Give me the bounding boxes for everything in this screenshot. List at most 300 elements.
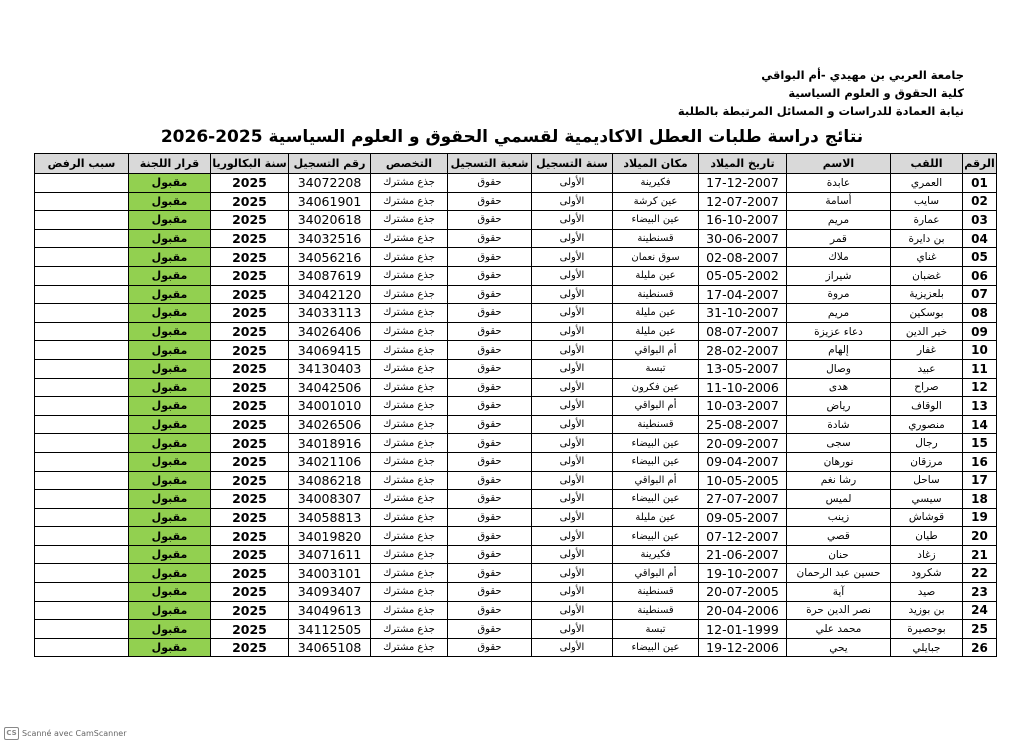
committee-decision-cell: مقبول <box>129 285 211 304</box>
vice-deanship-name: نيابة العمادة للدراسات و المسائل المرتبطة بالطلبة <box>677 104 964 118</box>
specialty-cell: جذع مشترك <box>371 490 448 509</box>
committee-decision-cell: مقبول <box>129 378 211 397</box>
birth-place-cell: عين كرشة <box>613 192 699 211</box>
specialty-cell: جذع مشترك <box>371 248 448 267</box>
surname-cell: ساحل <box>891 471 963 490</box>
row-number-cell: 19 <box>963 508 997 527</box>
rejection-reason-cell <box>35 248 129 267</box>
birth-date-cell: 08-07-2007 <box>699 322 787 341</box>
row-number-cell: 10 <box>963 341 997 360</box>
birth-date-cell: 20-09-2007 <box>699 434 787 453</box>
registration-year-cell: الأولى <box>532 322 613 341</box>
row-number-cell: 18 <box>963 490 997 509</box>
first-name-cell: يحي <box>787 638 891 657</box>
table-row <box>35 304 997 323</box>
university-name: جامعة العربي بن مهيدي -أم البواقي <box>761 68 964 82</box>
birth-date-cell: 11-10-2006 <box>699 378 787 397</box>
surname-cell: عبيد <box>891 359 963 378</box>
birth-date-cell: 20-04-2006 <box>699 601 787 620</box>
birth-date-cell: 28-02-2007 <box>699 341 787 360</box>
row-number-cell: 04 <box>963 229 997 248</box>
registration-branch-cell: حقوق <box>448 434 532 453</box>
committee-decision-cell: مقبول <box>129 174 211 193</box>
bac-year-cell: 2025 <box>211 341 289 360</box>
birth-place-cell: عين البيضاء <box>613 638 699 657</box>
registration-number-cell: 34061901 <box>289 192 371 211</box>
table-row <box>35 452 997 471</box>
surname-cell: بلعزيزية <box>891 285 963 304</box>
birth-date-cell: 09-05-2007 <box>699 508 787 527</box>
table-body <box>35 174 997 657</box>
first-name-cell: زينب <box>787 508 891 527</box>
registration-number-cell: 34072208 <box>289 174 371 193</box>
committee-decision-cell: مقبول <box>129 545 211 564</box>
rejection-reason-cell <box>35 583 129 602</box>
surname-cell: سايب <box>891 192 963 211</box>
bac-year-cell: 2025 <box>211 601 289 620</box>
rejection-reason-cell <box>35 211 129 230</box>
table-row <box>35 490 997 509</box>
col-bac-year-header: سنة البكالوريا <box>211 154 289 174</box>
committee-decision-cell: مقبول <box>129 359 211 378</box>
birth-place-cell: قسنطينة <box>613 229 699 248</box>
surname-cell: مرزقان <box>891 452 963 471</box>
committee-decision-cell: مقبول <box>129 211 211 230</box>
specialty-cell: جذع مشترك <box>371 378 448 397</box>
rejection-reason-cell <box>35 285 129 304</box>
specialty-cell: جذع مشترك <box>371 434 448 453</box>
registration-year-cell: الأولى <box>532 434 613 453</box>
committee-decision-cell: مقبول <box>129 490 211 509</box>
bac-year-cell: 2025 <box>211 304 289 323</box>
camscanner-logo-icon: CS <box>4 727 19 740</box>
bac-year-cell: 2025 <box>211 545 289 564</box>
registration-number-cell: 34026406 <box>289 322 371 341</box>
committee-decision-cell: مقبول <box>129 527 211 546</box>
registration-branch-cell: حقوق <box>448 527 532 546</box>
registration-branch-cell: حقوق <box>448 508 532 527</box>
row-number-cell: 16 <box>963 452 997 471</box>
registration-number-cell: 34032516 <box>289 229 371 248</box>
first-name-cell: ملاك <box>787 248 891 267</box>
birth-date-cell: 10-05-2005 <box>699 471 787 490</box>
registration-year-cell: الأولى <box>532 471 613 490</box>
committee-decision-cell: مقبول <box>129 620 211 639</box>
table-row <box>35 341 997 360</box>
first-name-cell: رشا نغم <box>787 471 891 490</box>
birth-place-cell: فكيرينة <box>613 174 699 193</box>
table-row <box>35 229 997 248</box>
birth-date-cell: 17-04-2007 <box>699 285 787 304</box>
birth-place-cell: عين البيضاء <box>613 211 699 230</box>
registration-branch-cell: حقوق <box>448 341 532 360</box>
row-number-cell: 06 <box>963 266 997 285</box>
surname-cell: صراح <box>891 378 963 397</box>
specialty-cell: جذع مشترك <box>371 583 448 602</box>
birth-place-cell: سوق نعمان <box>613 248 699 267</box>
registration-year-cell: الأولى <box>532 490 613 509</box>
row-number-cell: 17 <box>963 471 997 490</box>
rejection-reason-cell <box>35 527 129 546</box>
rejection-reason-cell <box>35 452 129 471</box>
registration-branch-cell: حقوق <box>448 266 532 285</box>
rejection-reason-cell <box>35 638 129 657</box>
registration-branch-cell: حقوق <box>448 638 532 657</box>
table-row <box>35 527 997 546</box>
row-number-cell: 13 <box>963 397 997 416</box>
specialty-cell: جذع مشترك <box>371 508 448 527</box>
col-branch-header: شعبة التسجيل <box>448 154 532 174</box>
registration-number-cell: 34093407 <box>289 583 371 602</box>
table-row <box>35 285 997 304</box>
birth-place-cell: عين مليلة <box>613 266 699 285</box>
table-row <box>35 415 997 434</box>
surname-cell: سيسي <box>891 490 963 509</box>
birth-date-cell: 05-05-2002 <box>699 266 787 285</box>
first-name-cell: دعاء عزيزة <box>787 322 891 341</box>
registration-branch-cell: حقوق <box>448 415 532 434</box>
registration-year-cell: الأولى <box>532 341 613 360</box>
first-name-cell: نصر الدين حرة <box>787 601 891 620</box>
surname-cell: رجال <box>891 434 963 453</box>
registration-number-cell: 34003101 <box>289 564 371 583</box>
col-birth-place-header: مكان الميلاد <box>613 154 699 174</box>
bac-year-cell: 2025 <box>211 638 289 657</box>
registration-number-cell: 34049613 <box>289 601 371 620</box>
table-row <box>35 508 997 527</box>
registration-number-cell: 34008307 <box>289 490 371 509</box>
registration-year-cell: الأولى <box>532 638 613 657</box>
first-name-cell: لميس <box>787 490 891 509</box>
registration-branch-cell: حقوق <box>448 397 532 416</box>
row-number-cell: 23 <box>963 583 997 602</box>
registration-number-cell: 34019820 <box>289 527 371 546</box>
table-row <box>35 359 997 378</box>
registration-branch-cell: حقوق <box>448 471 532 490</box>
surname-cell: غفار <box>891 341 963 360</box>
birth-place-cell: قسنطينة <box>613 285 699 304</box>
row-number-cell: 22 <box>963 564 997 583</box>
table-row <box>35 583 997 602</box>
table-row <box>35 192 997 211</box>
specialty-cell: جذع مشترك <box>371 452 448 471</box>
registration-number-cell: 34058813 <box>289 508 371 527</box>
committee-decision-cell: مقبول <box>129 583 211 602</box>
registration-number-cell: 34026506 <box>289 415 371 434</box>
rejection-reason-cell <box>35 434 129 453</box>
specialty-cell: جذع مشترك <box>371 527 448 546</box>
rejection-reason-cell <box>35 564 129 583</box>
bac-year-cell: 2025 <box>211 229 289 248</box>
birth-date-cell: 19-12-2006 <box>699 638 787 657</box>
table-row <box>35 545 997 564</box>
committee-decision-cell: مقبول <box>129 452 211 471</box>
registration-number-cell: 34087619 <box>289 266 371 285</box>
committee-decision-cell: مقبول <box>129 397 211 416</box>
registration-year-cell: الأولى <box>532 229 613 248</box>
rejection-reason-cell <box>35 359 129 378</box>
row-number-cell: 14 <box>963 415 997 434</box>
bac-year-cell: 2025 <box>211 322 289 341</box>
registration-branch-cell: حقوق <box>448 322 532 341</box>
birth-date-cell: 02-08-2007 <box>699 248 787 267</box>
birth-place-cell: عين مليلة <box>613 322 699 341</box>
birth-place-cell: عين مليلة <box>613 508 699 527</box>
specialty-cell: جذع مشترك <box>371 359 448 378</box>
row-number-cell: 01 <box>963 174 997 193</box>
bac-year-cell: 2025 <box>211 174 289 193</box>
surname-cell: غناي <box>891 248 963 267</box>
bac-year-cell: 2025 <box>211 248 289 267</box>
registration-number-cell: 34042506 <box>289 378 371 397</box>
rejection-reason-cell <box>35 322 129 341</box>
specialty-cell: جذع مشترك <box>371 174 448 193</box>
registration-branch-cell: حقوق <box>448 545 532 564</box>
specialty-cell: جذع مشترك <box>371 211 448 230</box>
first-name-cell: مروة <box>787 285 891 304</box>
row-number-cell: 07 <box>963 285 997 304</box>
col-specialty-header: التخصص <box>371 154 448 174</box>
birth-place-cell: أم البواقي <box>613 564 699 583</box>
row-number-cell: 25 <box>963 620 997 639</box>
registration-number-cell: 34020618 <box>289 211 371 230</box>
registration-branch-cell: حقوق <box>448 174 532 193</box>
birth-date-cell: 16-10-2007 <box>699 211 787 230</box>
registration-number-cell: 34056216 <box>289 248 371 267</box>
birth-place-cell: عين البيضاء <box>613 527 699 546</box>
table-row <box>35 266 997 285</box>
rejection-reason-cell <box>35 620 129 639</box>
bac-year-cell: 2025 <box>211 211 289 230</box>
committee-decision-cell: مقبول <box>129 564 211 583</box>
bac-year-cell: 2025 <box>211 564 289 583</box>
registration-number-cell: 34112505 <box>289 620 371 639</box>
row-number-cell: 08 <box>963 304 997 323</box>
col-year-header: سنة التسجيل <box>532 154 613 174</box>
bac-year-cell: 2025 <box>211 620 289 639</box>
table-row <box>35 471 997 490</box>
row-number-cell: 03 <box>963 211 997 230</box>
birth-place-cell: عين البيضاء <box>613 434 699 453</box>
results-table <box>34 153 997 657</box>
rejection-reason-cell <box>35 229 129 248</box>
specialty-cell: جذع مشترك <box>371 564 448 583</box>
specialty-cell: جذع مشترك <box>371 415 448 434</box>
registration-branch-cell: حقوق <box>448 359 532 378</box>
surname-cell: صيد <box>891 583 963 602</box>
committee-decision-cell: مقبول <box>129 248 211 267</box>
row-number-cell: 11 <box>963 359 997 378</box>
first-name-cell: سجى <box>787 434 891 453</box>
table-row <box>35 248 997 267</box>
birth-place-cell: أم البواقي <box>613 471 699 490</box>
first-name-cell: مريم <box>787 211 891 230</box>
registration-year-cell: الأولى <box>532 527 613 546</box>
table-row <box>35 378 997 397</box>
registration-year-cell: الأولى <box>532 415 613 434</box>
surname-cell: طيان <box>891 527 963 546</box>
col-number-header: الرقم <box>963 154 997 174</box>
table-row <box>35 620 997 639</box>
col-committee-decision-header: قرار اللجنة <box>129 154 211 174</box>
first-name-cell: مريم <box>787 304 891 323</box>
first-name-cell: هدى <box>787 378 891 397</box>
bac-year-cell: 2025 <box>211 359 289 378</box>
col-registration-number-header: رقم التسجيل <box>289 154 371 174</box>
registration-number-cell: 34065108 <box>289 638 371 657</box>
bac-year-cell: 2025 <box>211 452 289 471</box>
surname-cell: عمارة <box>891 211 963 230</box>
registration-branch-cell: حقوق <box>448 564 532 583</box>
surname-cell: بوسكين <box>891 304 963 323</box>
surname-cell: قوشاش <box>891 508 963 527</box>
first-name-cell: حنان <box>787 545 891 564</box>
row-number-cell: 05 <box>963 248 997 267</box>
bac-year-cell: 2025 <box>211 415 289 434</box>
rejection-reason-cell <box>35 341 129 360</box>
first-name-cell: شادة <box>787 415 891 434</box>
bac-year-cell: 2025 <box>211 378 289 397</box>
surname-cell: بن بوزيد <box>891 601 963 620</box>
registration-year-cell: الأولى <box>532 508 613 527</box>
birth-place-cell: أم البواقي <box>613 397 699 416</box>
rejection-reason-cell <box>35 266 129 285</box>
birth-date-cell: 12-07-2007 <box>699 192 787 211</box>
registration-number-cell: 34018916 <box>289 434 371 453</box>
registration-number-cell: 34086218 <box>289 471 371 490</box>
registration-number-cell: 34033113 <box>289 304 371 323</box>
birth-date-cell: 20-07-2005 <box>699 583 787 602</box>
specialty-cell: جذع مشترك <box>371 322 448 341</box>
registration-number-cell: 34069415 <box>289 341 371 360</box>
registration-branch-cell: حقوق <box>448 583 532 602</box>
institution-header <box>678 66 964 120</box>
col-birth-date-header: تاريخ الميلاد <box>699 154 787 174</box>
bac-year-cell: 2025 <box>211 397 289 416</box>
rejection-reason-cell <box>35 490 129 509</box>
birth-date-cell: 07-12-2007 <box>699 527 787 546</box>
registration-branch-cell: حقوق <box>448 452 532 471</box>
rejection-reason-cell <box>35 601 129 620</box>
surname-cell: شكرود <box>891 564 963 583</box>
birth-date-cell: 19-10-2007 <box>699 564 787 583</box>
row-number-cell: 12 <box>963 378 997 397</box>
committee-decision-cell: مقبول <box>129 229 211 248</box>
registration-number-cell: 34021106 <box>289 452 371 471</box>
specialty-cell: جذع مشترك <box>371 192 448 211</box>
rejection-reason-cell <box>35 174 129 193</box>
col-rejection-reason-header: سبب الرفض <box>35 154 129 174</box>
registration-branch-cell: حقوق <box>448 192 532 211</box>
registration-branch-cell: حقوق <box>448 248 532 267</box>
registration-number-cell: 34001010 <box>289 397 371 416</box>
rejection-reason-cell <box>35 545 129 564</box>
table-row <box>35 397 997 416</box>
registration-year-cell: الأولى <box>532 285 613 304</box>
first-name-cell: وصال <box>787 359 891 378</box>
rejection-reason-cell <box>35 508 129 527</box>
surname-cell: العمري <box>891 174 963 193</box>
committee-decision-cell: مقبول <box>129 266 211 285</box>
first-name-cell: نورهان <box>787 452 891 471</box>
faculty-name: كلية الحقوق و العلوم السياسية <box>788 86 964 100</box>
specialty-cell: جذع مشترك <box>371 620 448 639</box>
birth-place-cell: عين البيضاء <box>613 452 699 471</box>
surname-cell: الوقاف <box>891 397 963 416</box>
registration-year-cell: الأولى <box>532 266 613 285</box>
table-header-row <box>35 154 997 174</box>
row-number-cell: 15 <box>963 434 997 453</box>
bac-year-cell: 2025 <box>211 490 289 509</box>
rejection-reason-cell <box>35 192 129 211</box>
surname-cell: غضبان <box>891 266 963 285</box>
registration-branch-cell: حقوق <box>448 601 532 620</box>
bac-year-cell: 2025 <box>211 434 289 453</box>
registration-branch-cell: حقوق <box>448 620 532 639</box>
birth-place-cell: قسنطينة <box>613 415 699 434</box>
surname-cell: جبايلي <box>891 638 963 657</box>
birth-date-cell: 31-10-2007 <box>699 304 787 323</box>
birth-date-cell: 25-08-2007 <box>699 415 787 434</box>
specialty-cell: جذع مشترك <box>371 397 448 416</box>
registration-year-cell: الأولى <box>532 545 613 564</box>
birth-date-cell: 12-01-1999 <box>699 620 787 639</box>
registration-year-cell: الأولى <box>532 211 613 230</box>
col-first-name-header: الاسم <box>787 154 891 174</box>
birth-place-cell: تبسة <box>613 359 699 378</box>
committee-decision-cell: مقبول <box>129 508 211 527</box>
camscanner-text: Scanné avec CamScanner <box>22 729 127 738</box>
birth-place-cell: قسنطينة <box>613 583 699 602</box>
bac-year-cell: 2025 <box>211 471 289 490</box>
first-name-cell: قصي <box>787 527 891 546</box>
registration-branch-cell: حقوق <box>448 285 532 304</box>
specialty-cell: جذع مشترك <box>371 304 448 323</box>
birth-date-cell: 13-05-2007 <box>699 359 787 378</box>
birth-date-cell: 09-04-2007 <box>699 452 787 471</box>
row-number-cell: 21 <box>963 545 997 564</box>
committee-decision-cell: مقبول <box>129 322 211 341</box>
birth-place-cell: عين مليلة <box>613 304 699 323</box>
committee-decision-cell: مقبول <box>129 415 211 434</box>
birth-place-cell: فكيرينة <box>613 545 699 564</box>
specialty-cell: جذع مشترك <box>371 601 448 620</box>
rejection-reason-cell <box>35 378 129 397</box>
birth-date-cell: 10-03-2007 <box>699 397 787 416</box>
registration-year-cell: الأولى <box>532 304 613 323</box>
table-row <box>35 174 997 193</box>
registration-branch-cell: حقوق <box>448 490 532 509</box>
birth-place-cell: عين البيضاء <box>613 490 699 509</box>
bac-year-cell: 2025 <box>211 508 289 527</box>
birth-date-cell: 30-06-2007 <box>699 229 787 248</box>
surname-cell: بن دايرة <box>891 229 963 248</box>
table-row <box>35 211 997 230</box>
registration-year-cell: الأولى <box>532 248 613 267</box>
row-number-cell: 09 <box>963 322 997 341</box>
row-number-cell: 20 <box>963 527 997 546</box>
surname-cell: خير الدين <box>891 322 963 341</box>
rejection-reason-cell <box>35 471 129 490</box>
bac-year-cell: 2025 <box>211 527 289 546</box>
registration-branch-cell: حقوق <box>448 211 532 230</box>
specialty-cell: جذع مشترك <box>371 471 448 490</box>
bac-year-cell: 2025 <box>211 583 289 602</box>
committee-decision-cell: مقبول <box>129 192 211 211</box>
surname-cell: زغاد <box>891 545 963 564</box>
birth-date-cell: 21-06-2007 <box>699 545 787 564</box>
row-number-cell: 24 <box>963 601 997 620</box>
